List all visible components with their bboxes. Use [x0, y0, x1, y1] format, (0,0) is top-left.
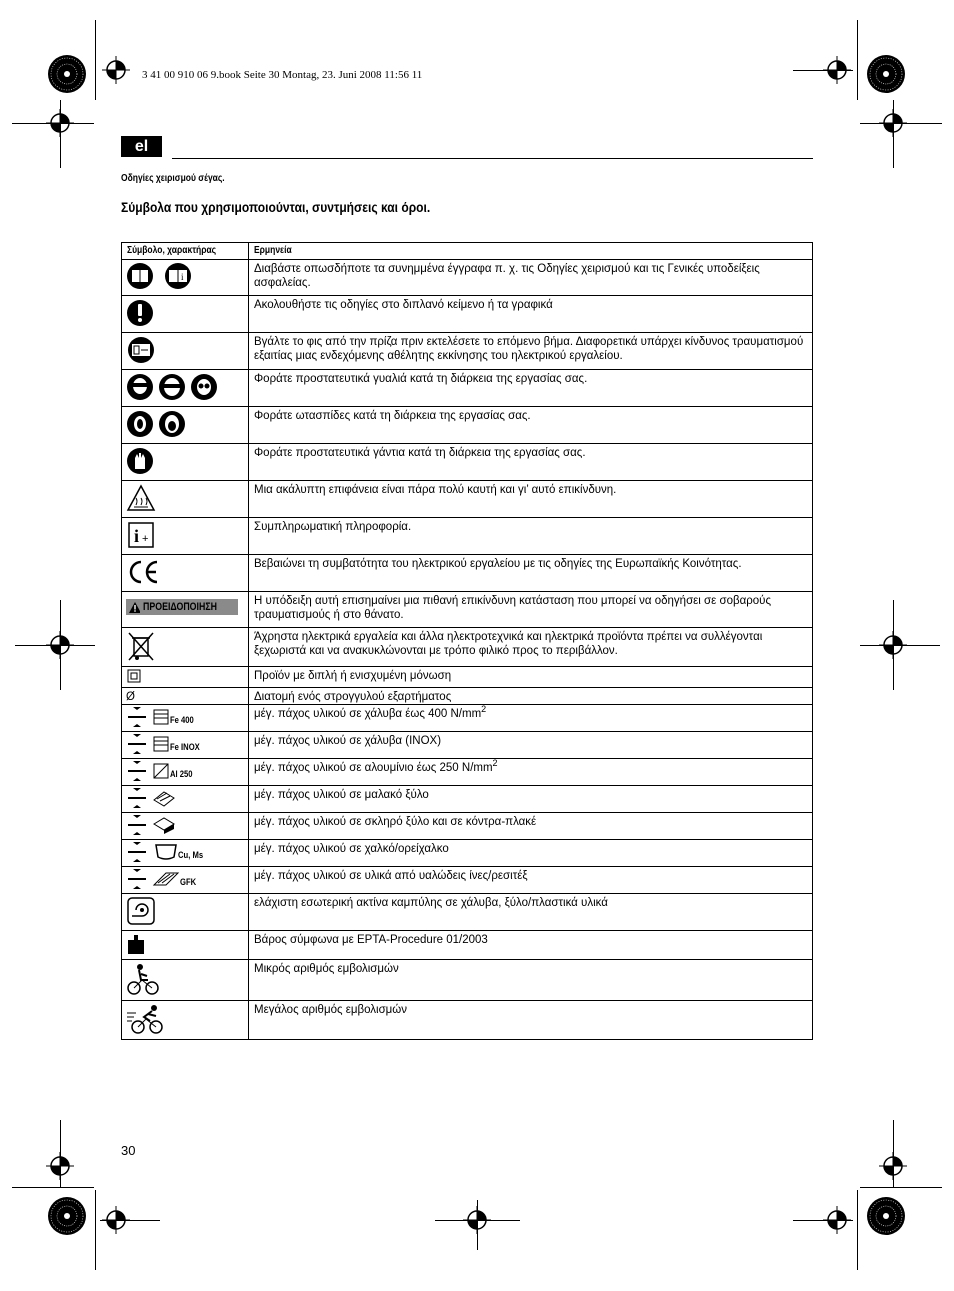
- table-row: Cu, Ms μέγ. πάχος υλικού σε χαλκό/ορείχαλκο: [122, 840, 813, 867]
- table-row: [122, 296, 813, 333]
- header-symbol: Σύμβολο, χαρακτήρας: [122, 243, 249, 260]
- row-text: μέγ. πάχος υλικού σε μαλακό ξύλο: [249, 786, 813, 813]
- crossed-bin-icon: [126, 630, 156, 666]
- copper-thickness-icon: [126, 842, 178, 866]
- header-rule: [172, 158, 813, 159]
- hardwood-thickness-icon: [126, 815, 176, 839]
- symbols-table: [121, 242, 813, 1040]
- table-row: [122, 444, 813, 481]
- double-insulation-icon: [126, 669, 142, 687]
- row-text: Μια ακάλυπτη επιφάνεια είναι πάρα πολύ καυτή και γι’ αυτό επικίνδυνη.: [249, 481, 813, 518]
- warning-triangle-icon: [129, 602, 140, 613]
- header-meaning: Ερμηνεία: [249, 243, 813, 260]
- table-row: Al 250 μέγ. πάχος υλικού σε αλουμίνιο έως 250 $N/mm^2$: [122, 759, 813, 786]
- row-text: Άχρηστα ηλεκτρικά εργαλεία και άλλα ηλεκτροτεχνικά και ηλεκτρικά προϊόντα πρέπει να συλλέγονται ξεχωριστά και να ανακυκλώνονται με τρόπο φιλικό προς το περιβάλλον.: [249, 628, 813, 667]
- table-row: [122, 786, 813, 813]
- svg-text:i: i: [134, 526, 140, 546]
- safety-goggles-icon: [126, 372, 218, 406]
- table-row: [122, 813, 813, 840]
- row-text: μέγ. πάχος υλικού σε σκληρό ξύλο και σε κόντρα-πλακέ: [249, 813, 813, 840]
- exclamation-icon: [126, 298, 154, 332]
- row-text: μέγ. πάχος υλικού σε υλικά από υαλώδεις ίνες/ρεσιτέξ: [249, 867, 813, 894]
- steel-thickness-icon: [126, 707, 170, 731]
- table-row: [122, 592, 813, 628]
- row-text: Ακολουθήστε τις οδηγίες στο διπλανό κείμενο ή τα γραφικά: [249, 296, 813, 333]
- diameter-icon: Ø: [126, 691, 135, 703]
- table-row: [122, 628, 813, 667]
- row-text: Βγάλτε το φις από την πρίζα πριν εκτελέσετε το επόμενο βήμα. Διαφορετικά υπάρχει κίνδυνος τραυματισμού εξαιτίας μιας ενδεχόμενης αθέλητης εκκίνησης του ηλεκτρικού εργαλείου.: [249, 333, 813, 370]
- row-text: Η υπόδειξη αυτή επισημαίνει μια πιθανή επικίνδυνη κατάσταση που μπορεί να οδηγήσει σε σοβαρούς τραυματισμούς ή στο θάνατο.: [249, 592, 813, 628]
- fiberglass-thickness-icon: [126, 869, 180, 893]
- ear-protection-icon: [126, 409, 188, 443]
- table-row: [122, 260, 813, 296]
- row-text: μέγ. πάχος υλικού σε χαλκό/ορείχαλκο: [249, 840, 813, 867]
- read-manual-icon: [126, 262, 196, 294]
- table-row: [122, 518, 813, 555]
- softwood-thickness-icon: [126, 788, 176, 812]
- low-stroke-rate-icon: [126, 962, 160, 1000]
- table-row: [122, 370, 813, 407]
- table-row: [122, 333, 813, 370]
- high-stroke-rate-icon: [126, 1003, 166, 1039]
- svg-text:i: i: [181, 272, 184, 282]
- table-row: Fe 400 μέγ. πάχος υλικού σε χάλυβα έως 400 $N/mm^2$: [122, 705, 813, 732]
- table-row: [122, 481, 813, 518]
- table-row: [122, 1001, 813, 1040]
- row-text: Μεγάλος αριθμός εμβολισμών: [249, 1001, 813, 1040]
- table-row: [122, 407, 813, 444]
- table-row: [122, 667, 813, 688]
- row-text: Βεβαιώνει τη συμβατότητα του ηλεκτρικού εργαλείου με τις οδηγίες της Ευρωπαϊκής Κοινότητας.: [249, 555, 813, 592]
- weight-icon: [126, 933, 146, 959]
- ce-mark-icon: [126, 557, 160, 591]
- table-row: [122, 931, 813, 960]
- row-text: Διαβάστε οπωσδήποτε τα συνημμένα έγγραφα π. χ. τις Οδηγίες χειρισμού και τις Γενικές υποδείξεις ασφαλείας.: [249, 260, 813, 296]
- row-text: Διατομή ενός στρογγυλού εξαρτήματος: [249, 688, 813, 705]
- svg-text:+: +: [142, 533, 149, 545]
- row-text: μέγ. πάχος υλικού σε αλουμίνιο έως 250 $N/mm^2$: [249, 759, 813, 786]
- row-text: Συμπληρωματική πληροφορία.: [249, 518, 813, 555]
- aluminium-thickness-icon: [126, 761, 170, 785]
- inox-thickness-icon: [126, 734, 170, 758]
- row-text: Φοράτε προστατευτικά γυαλιά κατά τη διάρκεια της εργασίας σας.: [249, 370, 813, 407]
- unplug-icon: [126, 335, 156, 369]
- table-row: GFK μέγ. πάχος υλικού σε υλικά από υαλώδεις ίνες/ρεσιτέξ: [122, 867, 813, 894]
- warning-label: ΠΡΟΕΙΔΟΠΟΙΗΣΗ: [126, 599, 238, 615]
- table-row: Fe INOX μέγ. πάχος υλικού σε χάλυβα (INOX): [122, 732, 813, 759]
- table-row: [122, 555, 813, 592]
- row-text: μέγ. πάχος υλικού σε χάλυβα έως 400 $N/mm^2$: [249, 705, 813, 732]
- row-text: Προϊόν με διπλή ή ενισχυμένη μόνωση: [249, 667, 813, 688]
- info-plus-icon: [126, 520, 156, 554]
- page-number: 30: [121, 1143, 136, 1158]
- table-row: [122, 688, 813, 705]
- row-text: Βάρος σύμφωνα με EPTA-Procedure 01/2003: [249, 931, 813, 960]
- row-text: μέγ. πάχος υλικού σε χάλυβα (INOX): [249, 732, 813, 759]
- gloves-icon: [126, 446, 156, 480]
- manual-subtitle: Οδηγίες χειρισμού σέγας.: [121, 173, 225, 184]
- table-row: [122, 960, 813, 1001]
- bend-radius-icon: [126, 896, 156, 930]
- section-title: Σύμβολα που χρησιμοποιούνται, συντμήσεις και όροι.: [121, 199, 431, 215]
- row-text: Φοράτε ωτασπίδες κατά τη διάρκεια της εργασίας σας.: [249, 407, 813, 444]
- language-tab: el: [121, 136, 162, 157]
- row-text: Μικρός αριθμός εμβολισμών: [249, 960, 813, 1001]
- hot-surface-icon: [126, 483, 156, 517]
- table-header-row: [122, 243, 813, 260]
- row-text: ελάχιστη εσωτερική ακτίνα καμπύλης σε χάλυβα, ξύλο/πλαστικά υλικά: [249, 894, 813, 931]
- book-info: 3 41 00 910 06 9.book Seite 30 Montag, 23. Juni 2008 11:56 11: [142, 69, 423, 81]
- row-text: Φοράτε προστατευτικά γάντια κατά τη διάρκεια της εργασίας σας.: [249, 444, 813, 481]
- table-row: [122, 894, 813, 931]
